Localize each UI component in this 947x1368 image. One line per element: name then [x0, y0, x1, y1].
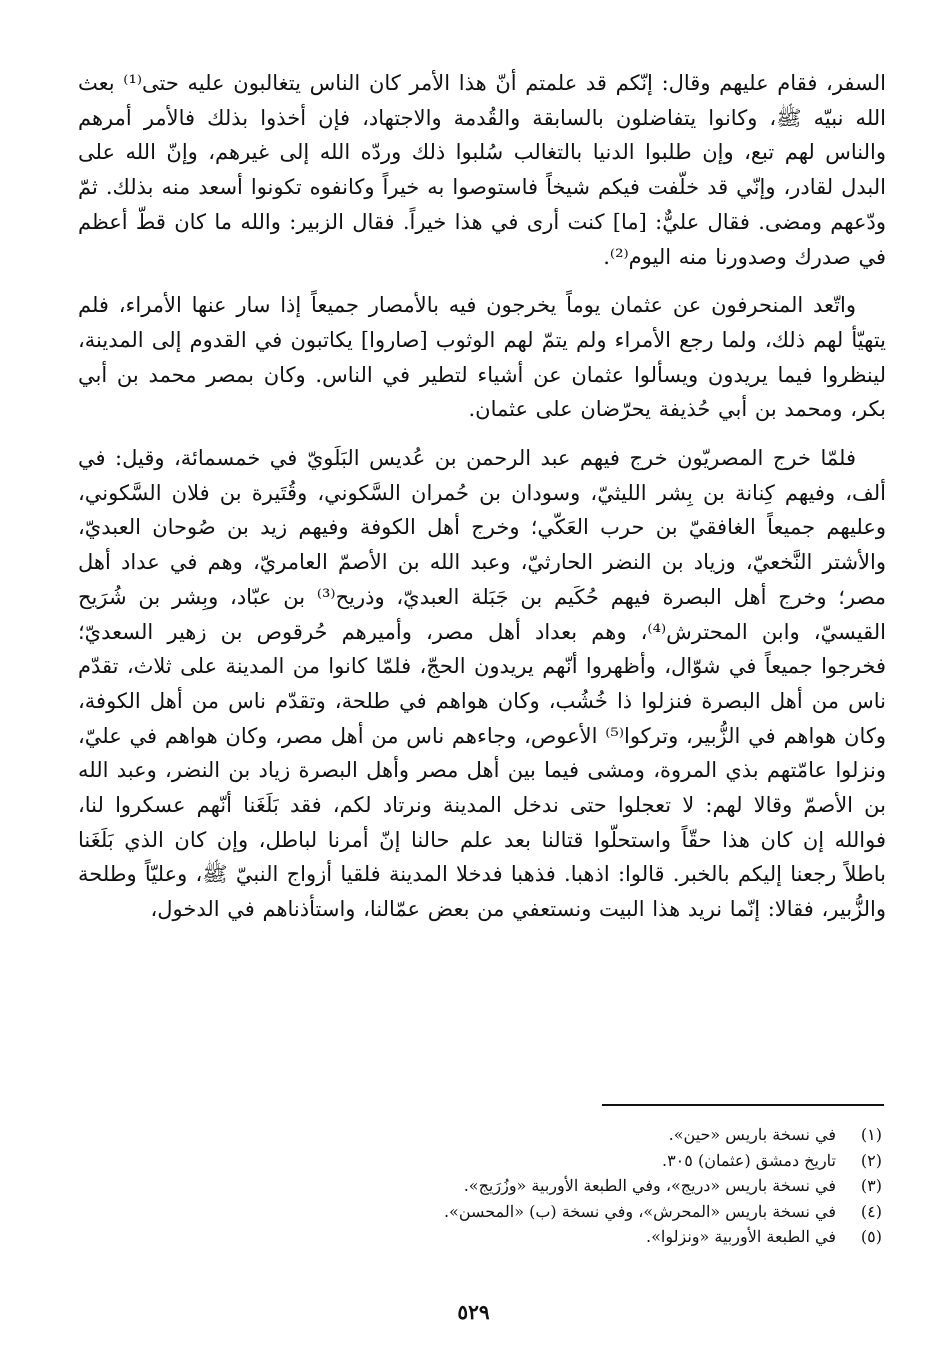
- footnote-5: [322, 1224, 882, 1250]
- footnote-divider: [602, 1104, 884, 1106]
- footnote-number: (٣): [860, 1176, 882, 1196]
- footnotes: [322, 1122, 882, 1250]
- footnote-number: (٤): [860, 1201, 882, 1221]
- footnote-number: (٢): [860, 1150, 882, 1170]
- footnote-number: (١): [860, 1125, 882, 1144]
- footnote-text: تاريخ دمشق (عثمان) ٣٠٥.: [661, 1150, 836, 1170]
- page-number: ٥٢٩: [457, 1300, 490, 1324]
- footnote-3: [322, 1173, 882, 1199]
- footnote-2: [322, 1148, 882, 1174]
- footnote-number: (٥): [860, 1227, 882, 1247]
- footnote-1: [322, 1122, 882, 1148]
- footnote-text: في نسخة باريس «دريج»، وفي الطبعة الأوربية «وزُرَيج».: [463, 1176, 836, 1196]
- footnote-4: [322, 1199, 882, 1225]
- body-paragraph-1: السفر، فقام عليهم وقال: إنّكم قد علمتم أنّ هذا الأمر كان الناس يتغالبون عليه حتى⁽¹⁾ بعث الله نبيّه ﷺ، وكانوا يتفاضلون بالسابقة والقُدمة والاجتهاد، فإن أخذوا بذلك فالأمر أمرهم والناس لهم تبع، وإن طلبوا الدنيا بالتغالب سُلبوا ذلك وردّه الله إلى غيرهم، وإنّ الله على البدل لقادر، وإنّي قد خلّفت فيكم شيخاً فاستوصوا به خيراً وكانفوه تكونوا أسعد منه بذلك. ثمّ ودّعهم ومضى. فقال عليٌّ: [ما] كنت أرى في هذا خيراً. فقال الزبير: والله ما كان قطّ أعظم في صدرك وصدورنا منه اليوم⁽²⁾.: [78, 71, 886, 269]
- body-paragraph-3: فلمّا خرج المصريّون خرج فيهم عبد الرحمن بن عُديس البَلَويّ في خمسمائة، وقيل: في ألف، وفيهم كِنانة بن بِشر الليثيّ، وسودان بن حُمران السَّكوني، وقُتَيرة بن فلان السَّكوني، وعليهم جميعاً الغافقيّ بن حرب العَكّي؛ وخرج أهل الكوفة وفيهم زيد بن صُوحان العبديّ، والأشتر النَّخعيّ، وزياد بن النضر الحارثيّ، وعبد الله بن الأصمّ العامريّ، وهم في عداد أهل مصر؛ وخرج أهل البصرة فيهم حُكَيم بن جَبَلة العبديّ، وذريح⁽³⁾ بن عبّاد، وبِشر بن شُرَيح القيسيّ، وابن المحترش⁽⁴⁾، وهم بعداد أهل مصر، وأميرهم حُرقوص بن زهير السعديّ؛ فخرجوا جميعاً في شوّال، وأظهروا أنّهم يريدون الحجّ، فلمّا كانوا من المدينة على ثلاث، تقدّم ناس من أهل البصرة فنزلوا ذا خُشُب، وكان هواهم في طلحة، وتقدّم ناس من أهل الكوفة، وكان هواهم في الزُّبير، وتركوا⁽⁵⁾ الأعوص، وجاءهم ناس من أهل مصر، وكان هواهم في عليّ، ونزلوا عامّتهم بذي المروة، ومشى فيما بين أهل مصر وأهل البصرة زياد بن النضر، وعبد الله بن الأصمّ وقالا لهم: لا تعجلوا حتى ندخل المدينة ونرتاد لكم، فقد بَلَغَنا أنّهم عسكروا لنا، فوالله إن كان هذا حقّاً واستحلّوا قتالنا بعد علم حالنا إنّ أمرنا لباطل، وإن كان الذي بَلَغَنا باطلاً رجعنا إليكم بالخبر. قالوا: اذهبا. فذهبا فدخلا المدينة فلقيا أزواج النبيّ ﷺ، وعليّاً وطلحة والزُّبير، فقالا: إنّما نريد هذا البيت ونستعفي من بعض عمّالنا، واستأذناهم في الدخول،: [78, 446, 886, 922]
- page-body: [78, 66, 886, 941]
- body-paragraph-2: واتّعد المنحرفون عن عثمان يوماً يخرجون فيه بالأمصار جميعاً إذا سار عنها الأمراء، فلم يتهيّأ لهم ذلك، ولما رجع الأمراء ولم يتمّ لهم الوثوب [صاروا] يكاتبون في القدوم إلى المدينة، لينظروا فيما يريدون ويسألوا عثمان عن أشياء لتطير في الناس. وكان بمصر محمد بن أبي بكر، ومحمد بن أبي حُذيفة يحرّضان على عثمان.: [78, 293, 886, 422]
- footnote-text: في الطبعة الأوربية «ونزلوا».: [646, 1227, 836, 1247]
- footnote-text: في نسخة باريس «حين».: [668, 1125, 836, 1144]
- footnote-text: في نسخة باريس «المحرش»، وفي نسخة (ب) «المحسن».: [443, 1201, 836, 1221]
